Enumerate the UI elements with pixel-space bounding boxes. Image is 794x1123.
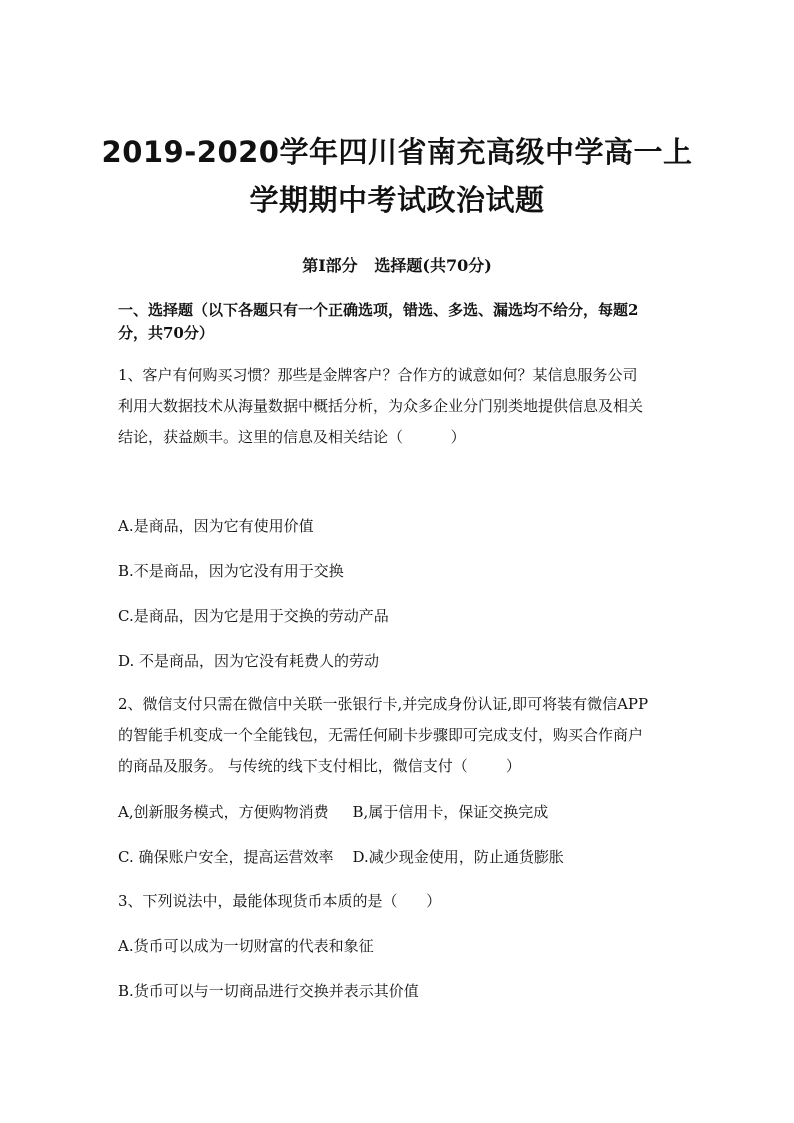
question-1-option-d: D. 不是商品，因为它没有耗费人的劳动	[118, 652, 380, 670]
question-1-option-a: A.是商品，因为它有使用价值	[118, 517, 314, 535]
question-2-text-line-2: 的智能手机变成一个全能钱包，无需任何刷卡步骤即可完成支付，购买合作商户	[118, 726, 644, 744]
question-3-option-a: A.货币可以成为一切财富的代表和象征	[118, 937, 374, 955]
question-1-option-b: B.不是商品，因为它没有用于交换	[118, 562, 344, 580]
section-instruction-line-1: 一、选择题（以下各题只有一个正确选项，错选、多选、漏选均不给分，每题2	[118, 301, 639, 319]
section-instruction-line-2: 分，共70分）	[118, 324, 214, 342]
question-1-text-line-3: 结论，获益颇丰。这里的信息及相关结论（ ）	[118, 428, 466, 446]
question-2-text-line-3: 的商品及服务。 与传统的线下支付相比，微信支付（ ）	[118, 757, 521, 775]
question-2-options-row-2: C. 确保账户安全，提高运营效率 D.减少现金使用，防止通货膨胀	[118, 848, 564, 866]
part-heading: 第Ⅰ部分 选择题(共70分)	[302, 256, 492, 275]
question-2-options-row-1: A,创新服务模式，方便购物消费 B,属于信用卡，保证交换完成	[118, 803, 549, 821]
question-1-option-c: C.是商品，因为它是用于交换的劳动产品	[118, 607, 389, 625]
question-3-option-b: B.货币可以与一切商品进行交换并表示其价值	[118, 982, 419, 1000]
exam-title-line-2: 学期期中考试政治试题	[249, 183, 545, 217]
question-2-text-line-1: 2、微信支付只需在微信中关联一张银行卡,并完成身份认证,即可将装有微信APP	[118, 695, 649, 713]
question-1-text-line-2: 利用大数据技术从海量数据中概括分析，为众多企业分门别类地提供信息及相关	[118, 397, 644, 415]
question-1-text-line-1: 1、客户有何购买习惯？那些是金牌客户？合作方的诚意如何？某信息服务公司	[118, 366, 638, 384]
question-3-text-line-1: 3、下列说法中，最能体现货币本质的是（ ）	[118, 892, 442, 910]
exam-title-line-1: 2019-2020学年四川省南充高级中学高一上	[101, 135, 693, 169]
